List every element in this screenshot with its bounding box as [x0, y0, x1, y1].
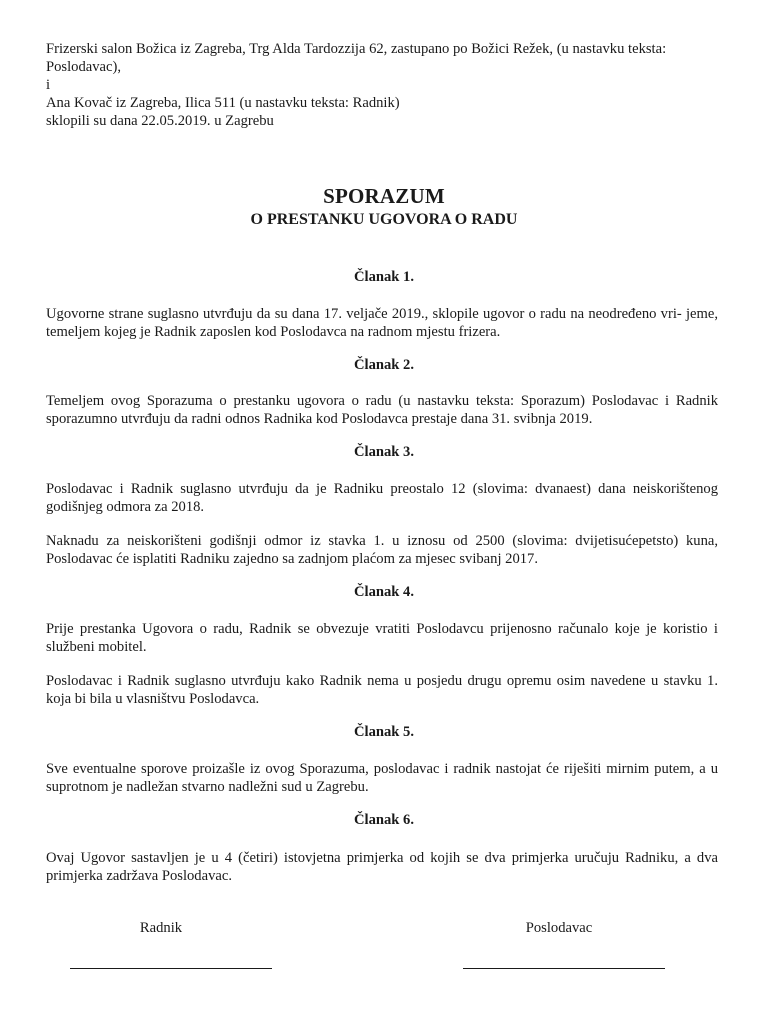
article-1-heading: Članak 1.: [353, 269, 414, 285]
party-conjunction: i: [46, 77, 51, 93]
contract-parties: [46, 40, 726, 130]
article-6-paragraph-1: Ovaj Ugovor sastavljen je u 4 (četiri) istovjetna primjerka od kojih se dva primjerka uručuju Radniku, a dva primjerka zadržava Poslodavac.: [46, 850, 718, 884]
title-main: SPORAZUM: [323, 184, 445, 208]
article-4-paragraph-2: Poslodavac i Radnik suglasno utvrđuju kako Radnik nema u posjedu drugu opremu osim navedene u stavku 1. koja bi bila u vlasništvu Poslodavca.: [46, 673, 718, 707]
article-5-paragraph-1: Sve eventualne sporove proizašle iz ovog Sporazuma, poslodavac i radnik nastojat će riješiti mirnim putem, a u suprotnom je nadležan stvarno nadležni sud u Zagrebu.: [46, 761, 718, 795]
article-4-paragraph-1: Prije prestanka Ugovora o radu, Radnik se obvezuje vratiti Poslodavcu prijenosno računalo koje je koristio i službeni mobitel.: [46, 621, 718, 655]
article-4-heading: Članak 4.: [353, 584, 414, 600]
article-2-heading: Članak 2.: [353, 357, 414, 373]
title-sub: O PRESTANKU UGOVORA O RADU: [250, 211, 518, 228]
article-3-paragraph-1: Poslodavac i Radnik suglasno utvrđuju da je Radniku preostalo 12 (slovima: dvanaest) dana neiskorištenog godišnjeg odmora za 2018.: [46, 481, 718, 515]
article-6-heading: Članak 6.: [353, 812, 414, 828]
document-title: [0, 183, 768, 230]
party-employer-line: Frizerski salon Božica iz Zagreba, Trg Alda Tardozzija 62, zastupano po Božici Režek, (u nastavku teksta:: [46, 41, 667, 57]
employer-signature-line: [463, 968, 665, 969]
employee-signature-label: Radnik: [139, 920, 183, 936]
article-3-heading: Članak 3.: [353, 444, 414, 460]
article-2-paragraph-1: Temeljem ovog Sporazuma o prestanku ugovora o radu (u nastavku teksta: Sporazum) Poslodavac i Radnik sporazumno utvrđuju da radni odnos Radnika kod Poslodavca prestaje dana 31. svibnja 2019.: [46, 393, 718, 427]
party-employer-line-cont: Poslodavac),: [46, 59, 121, 75]
signing-date-line: sklopili su dana 22.05.2019. u Zagrebu: [46, 113, 274, 129]
party-employee-line: Ana Kovač iz Zagreba, Ilica 511 (u nastavku teksta: Radnik): [46, 95, 400, 111]
article-1-paragraph-1: Ugovorne strane suglasno utvrđuju da su dana 17. veljače 2019., sklopile ugovor o radu na neodređeno vri- jeme, temeljem kojeg je Radnik zaposlen kod Poslodavca na radnom mjestu frizera.: [46, 306, 718, 340]
employer-signature-label: Poslodavac: [525, 920, 593, 936]
article-3-paragraph-2: Naknadu za neiskorišteni godišnji odmor iz stavka 1. u iznosu od 2500 (slovima: dvijetisućepetsto) kuna, Poslodavac će isplatiti Radniku zajedno sa zadnjom plaćom za mjesec svibanj 2017.: [46, 533, 718, 567]
article-5-heading: Članak 5.: [353, 724, 414, 740]
employee-signature-line: [70, 968, 272, 969]
